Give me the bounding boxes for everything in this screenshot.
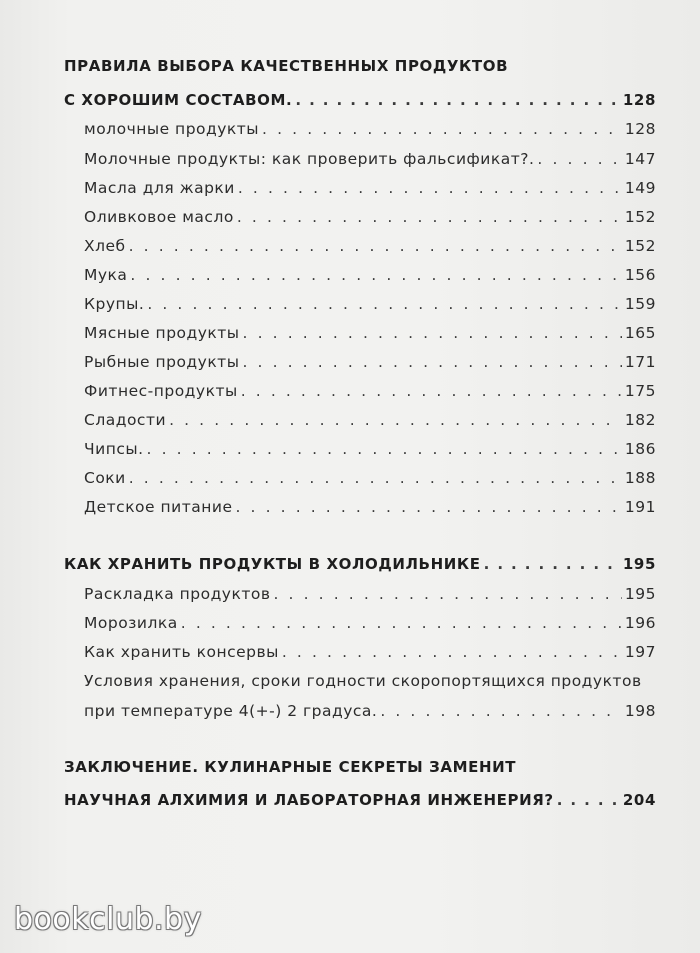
toc-entry	[84, 150, 656, 168]
leader-dots	[282, 643, 622, 661]
leader-dots	[241, 382, 622, 400]
leader-dots	[147, 295, 622, 313]
toc-entry	[84, 440, 656, 458]
section-heading-line: ПРАВИЛА ВЫБОРА КАЧЕСТВЕННЫХ ПРОДУКТОВ	[64, 57, 509, 75]
page-number: 196	[624, 614, 656, 632]
toc-section-heading	[64, 91, 656, 109]
entry-title: Фитнес-продукты	[84, 382, 238, 400]
leader-dots	[380, 702, 622, 720]
toc-entry	[84, 643, 656, 661]
toc-entry	[84, 382, 656, 400]
entry-title: Рыбные продукты	[84, 353, 240, 371]
leader-dots	[484, 555, 620, 573]
leader-dots	[237, 208, 622, 226]
entry-title: Морозилка	[84, 614, 178, 632]
leader-dots	[147, 440, 622, 458]
toc-entry	[84, 469, 656, 487]
page-number: 171	[624, 353, 656, 371]
entry-title: Чипсы.	[84, 440, 144, 458]
page-number: 182	[624, 411, 656, 429]
page-number: 204	[622, 791, 656, 809]
section-heading-text: КАК ХРАНИТЬ ПРОДУКТЫ В ХОЛОДИЛЬНИКЕ	[64, 555, 481, 573]
entry-title: Соки	[84, 469, 126, 487]
section-heading-text: С ХОРОШИМ СОСТАВОМ.	[64, 91, 293, 109]
page-number: 175	[624, 382, 656, 400]
entry-title: Как хранить консервы	[84, 643, 279, 661]
leader-dots	[295, 91, 620, 109]
page-number: 152	[624, 237, 656, 255]
toc-entry	[84, 353, 656, 371]
entry-title: Мясные продукты	[84, 324, 240, 342]
page-number: 156	[624, 266, 656, 284]
page-number: 195	[624, 585, 656, 603]
entry-title: Оливковое масло	[84, 208, 234, 226]
page-number: 149	[624, 179, 656, 197]
leader-dots	[235, 498, 621, 516]
entry-title: Молочные продукты: как проверить фальсификат?.	[84, 150, 535, 168]
leader-dots	[129, 469, 622, 487]
page-number: 128	[622, 91, 656, 109]
page-number: 195	[622, 555, 656, 573]
toc-section-heading	[64, 555, 656, 573]
entry-title: Сладости	[84, 411, 167, 429]
leader-dots	[262, 120, 622, 138]
toc-entry	[84, 295, 656, 313]
toc-entry	[84, 498, 656, 516]
page-number: 186	[624, 440, 656, 458]
toc-entry	[84, 411, 656, 429]
page-number: 197	[624, 643, 656, 661]
leader-dots	[238, 179, 622, 197]
watermark: bookclub.by	[14, 902, 202, 937]
leader-dots	[557, 791, 620, 809]
leader-dots	[242, 353, 621, 371]
entry-title: Крупы.	[84, 295, 145, 313]
leader-dots	[169, 411, 622, 429]
page-number: 159	[624, 295, 656, 313]
entry-title: Масла для жарки	[84, 179, 235, 197]
page-number: 188	[624, 469, 656, 487]
leader-dots	[537, 150, 622, 168]
leader-dots	[129, 237, 622, 255]
toc-entry	[84, 585, 656, 603]
leader-dots	[130, 266, 621, 284]
toc-entry	[84, 324, 656, 342]
entry-title: Мука	[84, 266, 128, 284]
toc-entry	[84, 120, 656, 138]
page-number: 165	[624, 324, 656, 342]
toc-entry	[84, 702, 656, 720]
page-number: 147	[624, 150, 656, 168]
toc-entry	[84, 614, 656, 632]
page-number: 128	[624, 120, 656, 138]
page-number: 198	[624, 702, 656, 720]
toc-entry	[84, 179, 656, 197]
entry-title: Раскладка продуктов	[84, 585, 271, 603]
entry-title-line: Условия хранения, сроки годности скоропортящихся продуктов	[84, 672, 642, 690]
leader-dots	[181, 614, 622, 632]
entry-title: молочные продукты	[84, 120, 260, 138]
section-heading-line: ЗАКЛЮЧЕНИЕ. КУЛИНАРНЫЕ СЕКРЕТЫ ЗАМЕНИТ	[64, 758, 517, 776]
page-number: 152	[624, 208, 656, 226]
toc-entry	[84, 208, 656, 226]
toc-entry	[84, 237, 656, 255]
section-heading-text: НАУЧНАЯ АЛХИМИЯ И ЛАБОРАТОРНАЯ ИНЖЕНЕРИЯ?	[64, 791, 554, 809]
entry-title: при температуре 4(+-) 2 градуса.	[84, 702, 378, 720]
leader-dots	[243, 324, 622, 342]
leader-dots	[274, 585, 622, 603]
toc-section-heading	[64, 791, 656, 809]
toc-entry	[84, 266, 656, 284]
entry-title: Хлеб	[84, 237, 126, 255]
entry-title: Детское питание	[84, 498, 233, 516]
page-number: 191	[624, 498, 656, 516]
